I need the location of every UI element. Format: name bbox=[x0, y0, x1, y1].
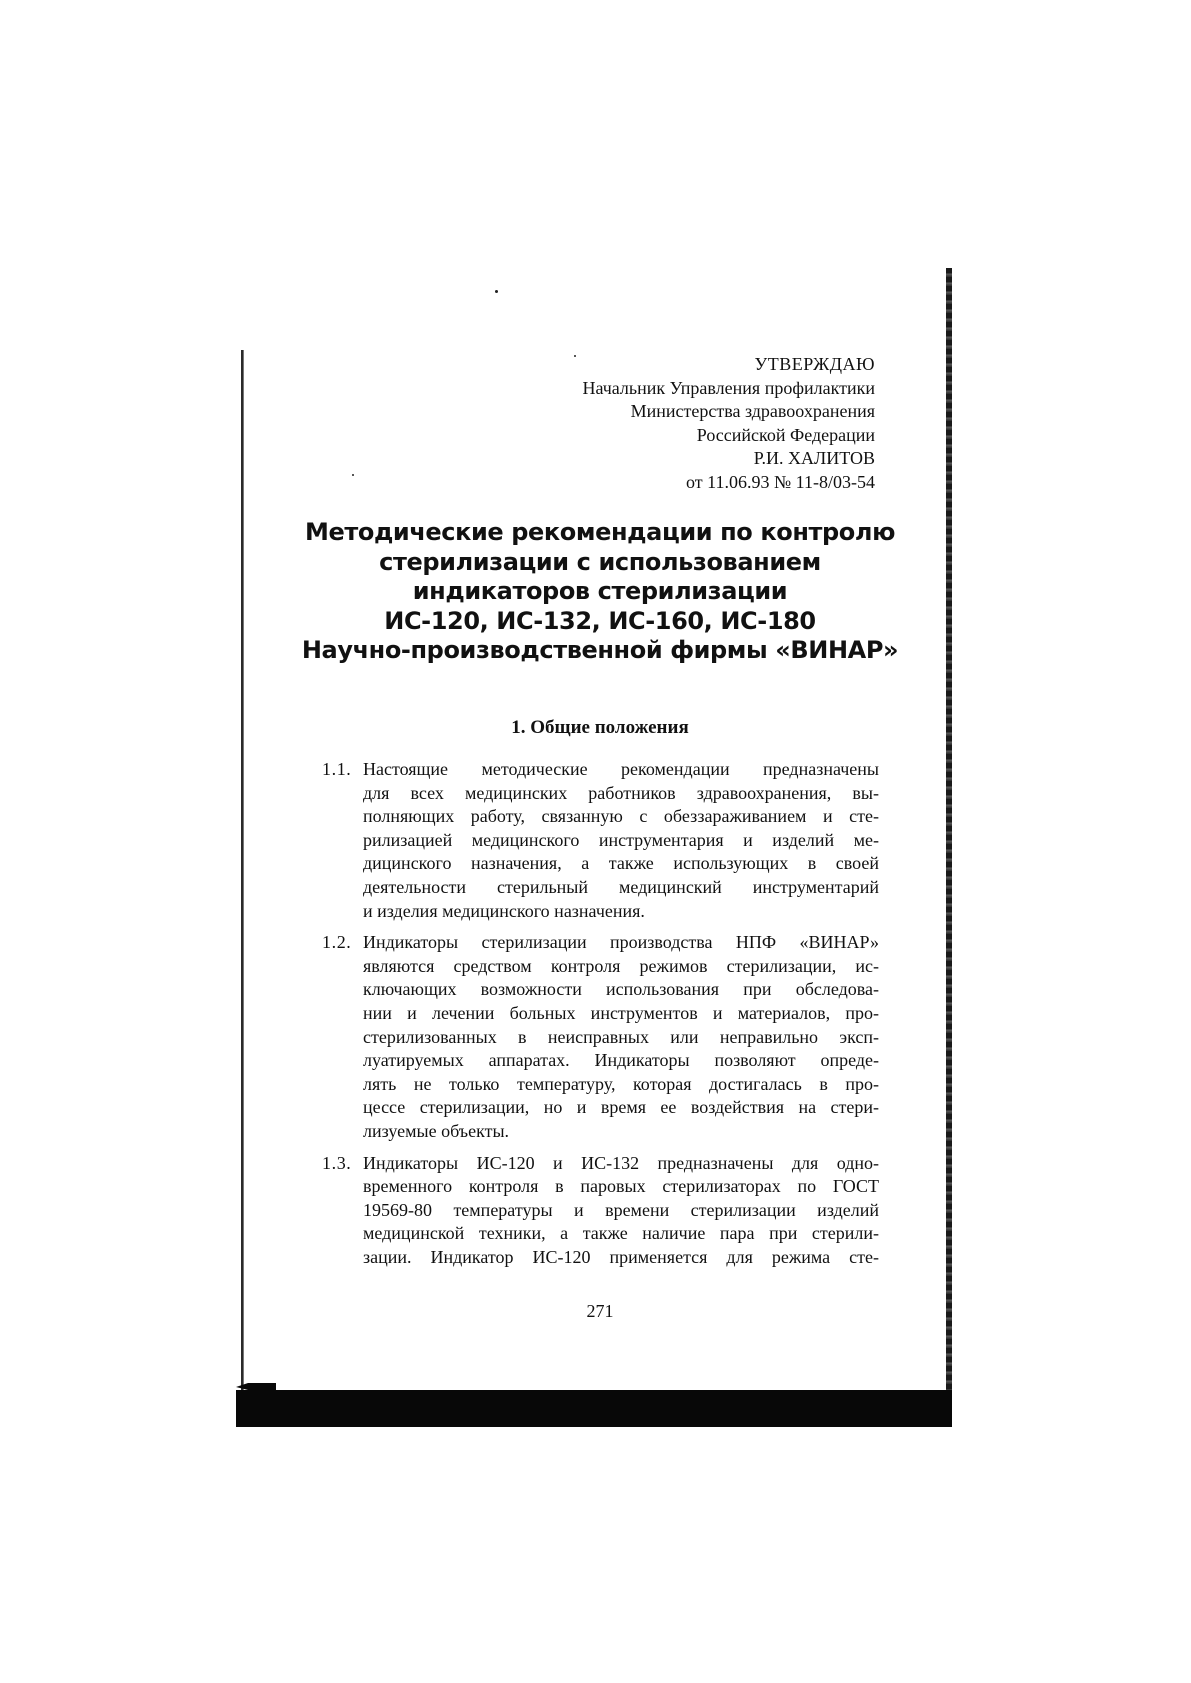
paragraph-line: 19569-80 температуры и времени стерилизации изделий bbox=[363, 1199, 879, 1220]
paragraph-number: 1.1. bbox=[322, 759, 352, 779]
approval-country: Российской Федерации bbox=[696, 424, 875, 445]
approval-heading: УТВЕРЖДАЮ bbox=[754, 354, 875, 374]
paragraph-line: нии и лечении больных инструментов и материалов, про- bbox=[363, 1002, 879, 1023]
section-heading: 1. Общие положения bbox=[511, 717, 689, 738]
approval-date-number: от 11.06.93 № 11-8/03-54 bbox=[686, 471, 875, 492]
scan-left-edge-shadow bbox=[243, 350, 244, 1390]
paragraph-line: полняющих работу, связанную с обеззараживанием и сте- bbox=[363, 806, 879, 827]
scan-bottom-band bbox=[236, 1390, 952, 1427]
paragraph-line: ключающих возможности использования при обследова- bbox=[363, 979, 879, 1000]
title-line: Научно-производственной фирмы «ВИНАР» bbox=[301, 636, 899, 664]
scan-speck bbox=[495, 290, 498, 293]
approval-signatory: Р.И. ХАЛИТОВ bbox=[753, 448, 875, 468]
paragraph-line: лизуемые объекты. bbox=[363, 1120, 510, 1141]
paragraph-number: 1.3. bbox=[322, 1152, 352, 1173]
page-number: 271 bbox=[586, 1301, 614, 1321]
paragraph-1-3 bbox=[322, 1152, 879, 1270]
paragraph-line: Индикаторы ИС-120 и ИС-132 предназначены для одно- bbox=[363, 1152, 879, 1173]
section-body bbox=[322, 758, 879, 1277]
paragraph-line: деятельности стерильный медицинский инструментарий bbox=[363, 876, 879, 897]
title-line: стерилизации с использованием bbox=[379, 547, 821, 576]
title-line: Методические рекомендации по контролю bbox=[304, 518, 896, 546]
document-title bbox=[300, 518, 900, 666]
approval-ministry: Министерства здравоохранения bbox=[630, 401, 875, 421]
paragraph-line: рилизацией медицинского инструментария и изделий ме- bbox=[363, 829, 879, 850]
paragraph-line: стерилизованных в неисправных или неправильно эксп- bbox=[363, 1026, 879, 1047]
paragraph-line: лять не только температуру, которая достигалась в про- bbox=[363, 1073, 879, 1094]
title-line: ИС-120, ИС-132, ИС-160, ИС-180 bbox=[384, 606, 816, 635]
paragraph-line: временного контроля в паровых стерилизаторах по ГОСТ bbox=[363, 1176, 879, 1197]
approval-position: Начальник Управления профилактики bbox=[582, 377, 875, 398]
paragraph-line: медицинской техники, а также наличие пара при стерили- bbox=[363, 1223, 879, 1244]
paragraph-line: дицинского назначения, а также использующих в своей bbox=[363, 853, 879, 874]
scan-speck bbox=[352, 474, 354, 476]
paragraph-line: для всех медицинских работников здравоохранения, вы- bbox=[363, 782, 879, 803]
paragraph-line: луатируемых аппаратах. Индикаторы позволяют опреде- bbox=[363, 1050, 879, 1071]
paragraph-line: зации. Индикатор ИС-120 применяется для режима сте- bbox=[363, 1246, 879, 1267]
approval-block bbox=[582, 353, 875, 494]
scan-right-edge bbox=[946, 268, 952, 1393]
paragraph-line: Индикаторы стерилизации производства НПФ «ВИНАР» bbox=[363, 932, 879, 953]
paragraph-line: цессе стерилизации, но и время ее воздействия на стери- bbox=[363, 1097, 879, 1118]
paragraph-line: Настоящие методические рекомендации предназначены bbox=[363, 759, 879, 779]
paragraph-1-2 bbox=[322, 931, 879, 1143]
title-line: индикаторов стерилизации bbox=[412, 577, 788, 605]
scan-speck bbox=[574, 355, 576, 357]
paragraph-line: являются средством контроля режимов стерилизации, ис- bbox=[363, 955, 879, 976]
paragraph-number: 1.2. bbox=[322, 932, 352, 953]
paragraph-line: и изделия медицинского назначения. bbox=[363, 900, 645, 921]
paragraph-1-1 bbox=[322, 758, 879, 923]
